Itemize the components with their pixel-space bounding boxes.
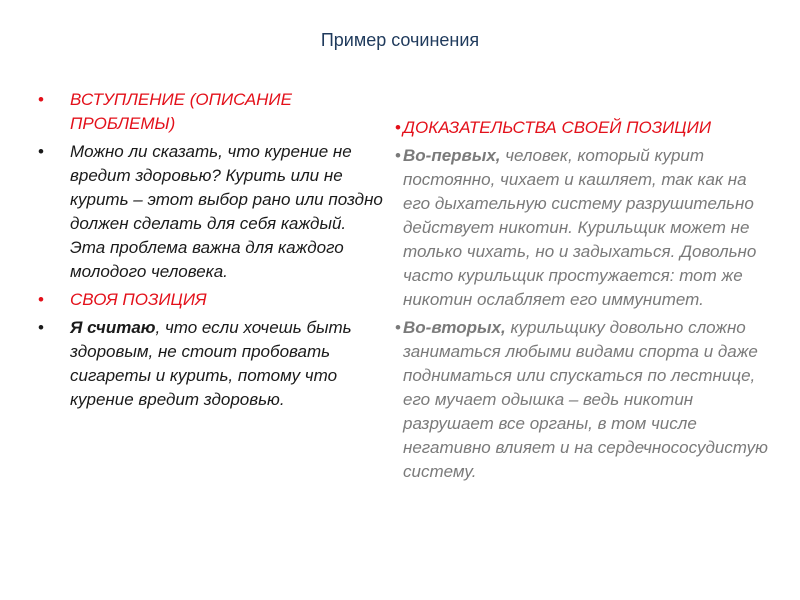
left-column [38, 88, 383, 416]
right-column [395, 116, 775, 488]
evidence-heading: ДОКАЗАТЕЛЬСТВА СВОЕЙ ПОЗИЦИИ [403, 118, 711, 137]
position-lead: Я считаю [70, 318, 156, 337]
second-argument-lead: Во-вторых, [403, 318, 506, 337]
intro-text: Можно ли сказать, что курение не вредит здоровью? Курить или не курить – этот выбор рано или поздно должен сделать для себя каждый. Эта проблема важна для каждого молодого человека. [70, 142, 383, 281]
bullet-icon: • [395, 318, 401, 337]
bullet-icon: • [38, 318, 44, 337]
slide-title: Пример сочинения [320, 30, 480, 50]
first-argument-item [395, 144, 775, 312]
first-argument-text: человек, который курит постоянно, чихает и кашляет, так как на его дыхательную систему разрушительно действует никотин. Курильщик может не только чихать, но и задыхаться. Довольно часто курильщик простужается: тот же никотин ослабляет его иммунитет. [403, 146, 757, 309]
position-heading-item [38, 288, 383, 312]
bullet-icon: • [395, 146, 401, 165]
intro-heading: ВСТУПЛЕНИЕ (ОПИСАНИЕ ПРОБЛЕМЫ) [70, 90, 292, 133]
intro-heading-item [38, 88, 383, 136]
bullet-icon: • [395, 118, 401, 137]
second-argument-text: курильщику довольно сложно заниматься любыми видами спорта и даже подниматься или спускаться по лестнице, его мучает одышка – ведь никотин разрушает все органы, в том числе негативно влияет и на сердечнососудистую систему. [403, 318, 768, 481]
bullet-icon: • [38, 290, 44, 309]
bullet-icon: • [38, 142, 44, 161]
intro-text-item [38, 140, 383, 284]
bullet-icon: • [38, 90, 44, 109]
first-argument-lead: Во-первых, [403, 146, 501, 165]
second-argument-item [395, 316, 775, 484]
position-text-item [38, 316, 383, 412]
evidence-heading-item [395, 116, 775, 140]
position-heading: СВОЯ ПОЗИЦИЯ [70, 290, 207, 309]
position-text: , что если хочешь быть здоровым, не стоит пробовать сигареты и курить, потому что курение вредит здоровью. [70, 318, 352, 409]
